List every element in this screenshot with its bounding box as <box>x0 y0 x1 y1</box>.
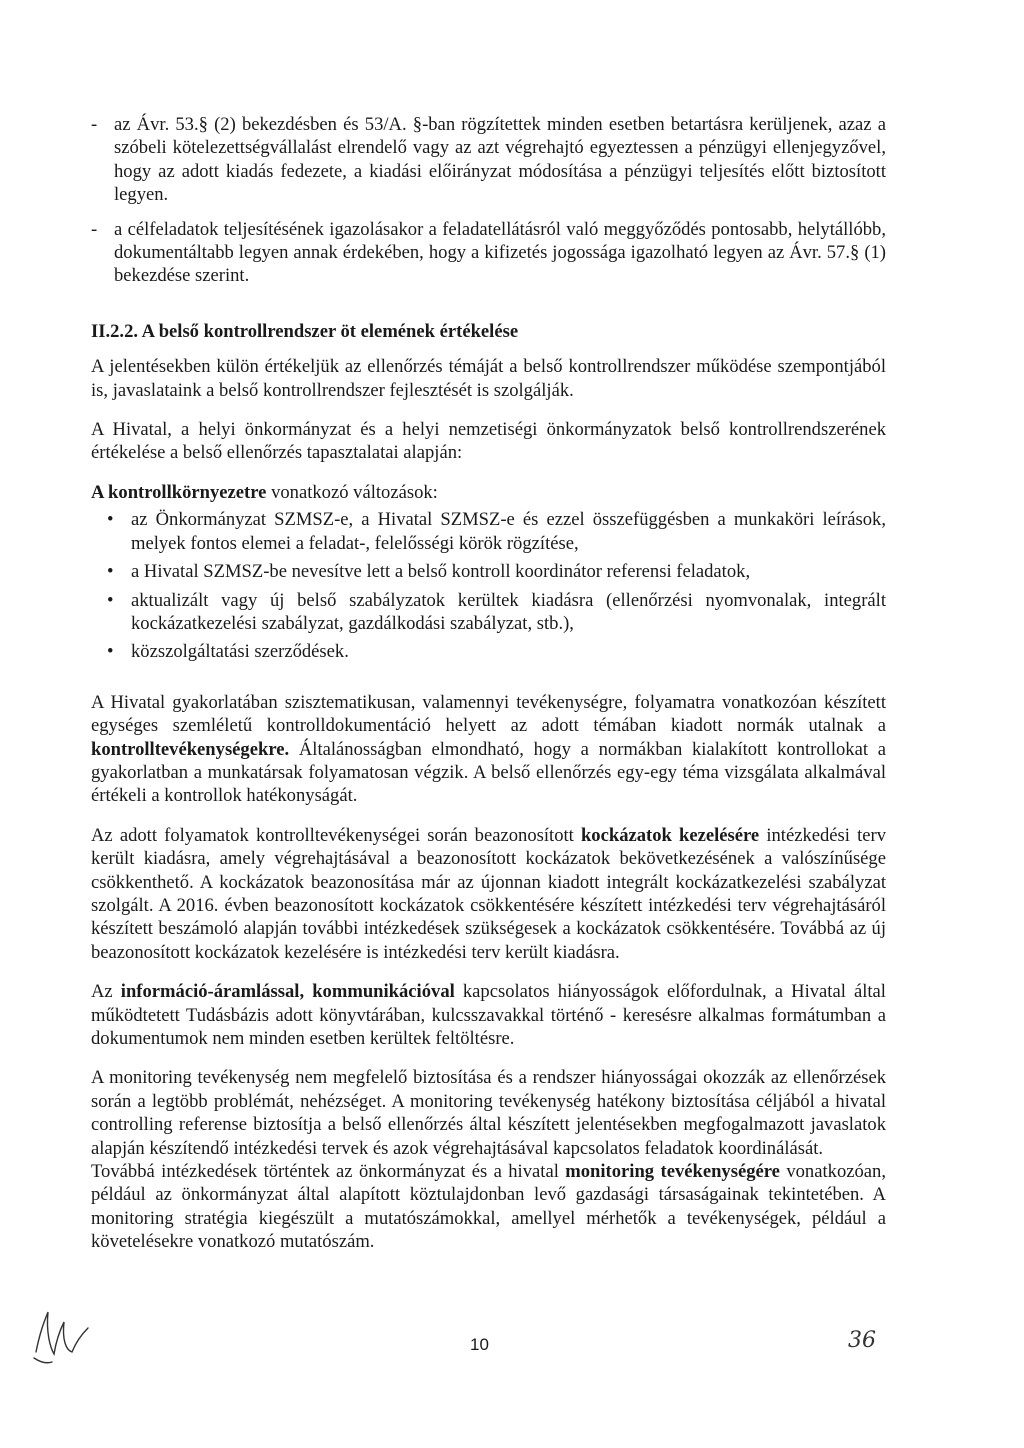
dash-list <box>91 113 886 288</box>
dash-marker: - <box>91 218 98 240</box>
section-heading <box>91 320 886 343</box>
text-run: Általánosságban elmondható, hogy a normákban kialakított kontrollokat a gyakorlatban a munkatársak folyamatosan végzik. A belső ellenőrzés egy-egy téma vizsgálata alkalmával értékeli a kontrollok hatékonyságát. <box>91 738 886 807</box>
section-number: II.2.2. <box>91 320 139 342</box>
dash-list-item <box>91 218 886 288</box>
bold-term: kontrolltevékenységekre. <box>91 738 290 760</box>
dash-item-text: az Ávr. 53.§ (2) bekezdésben és 53/A. §-ban rögzítettek minden esetben betartásra kerüljenek, azaz a szóbeli kötelezettségvállalást elrendelő vagy az azt végrehajtó egyeztessen a pénzügyi ellenjegyzővel, hogy az adott kiadás fedezete, a kiadási előirányzat módosítása a pénzügyi teljesítés előtt biztosított legyen. <box>114 114 886 206</box>
section-title: A belső kontrollrendszer öt elemének értékelése <box>141 320 519 342</box>
bullet-text: az Önkormányzat SZMSZ-e, a Hivatal SZMSZ-e és ezzel összefüggésben a munkaköri leírások, melyek fontos elemei a feladat-, felelősségi körök rögzítése, <box>131 509 886 554</box>
dash-list-item <box>91 113 886 207</box>
bullet-marker: • <box>107 561 114 583</box>
text-run: Továbbá intézkedések történtek az önkormányzat és a hivatal <box>91 1161 566 1183</box>
bullet-marker: • <box>107 589 114 611</box>
text-run: kapcsolatos hiányosságok előfordulnak, a Hivatal által működtetett Tudásbázis adott könyvtárában, kulcsszavakkal történő - keresésre alkalmas formátumban a dokumentumok nem minden esetben kerültek feltöltésre. <box>91 981 886 1049</box>
paragraph <box>91 691 886 808</box>
dash-item-text: a célfeladatok teljesítésének igazolásakor a feladatellátásról való meggyőződés pontosabb, helytállóbb, dokumentáltabb legyen annak érdekében, hogy a kifizetés jogossága igazolható legyen az Ávr. 57.§ (1) bekezdése szerint. <box>114 218 886 287</box>
document-body <box>91 113 886 1254</box>
bold-term: monitoring tevékenységére <box>565 1161 780 1183</box>
text-run: vonatkozóan, például az önkormányzat által alapított köztulajdonban levő gazdasági társaságainak tekintetében. A monitoring stratégia kiegészült a mutatószámokkal, amellyel mérhetők a tevékenységek, például a követelésekre vonatkozó mutatószám. <box>91 1161 886 1253</box>
text-run: intézkedési terv került kiadásra, amely végrehajtásával a beazonosított kockázatok bekövetkezésének a valószínűsége csökkenthető. A kockázatok beazonosítása már az újonnan kiadott integrált kockázatkezelési szabályzat szolgált. A 2016. évben beazonosított kockázatok csökkentésére készített intézkedési terv végrehajtásáról készített beszámoló alapján további intézkedések szükségesek a kockázatok csökkentésére. Továbbá az új beazonosított kockázatok kezelésére is intézkedési terv került kiadásra. <box>91 824 886 963</box>
text-run: Az <box>91 981 121 1003</box>
bullet-marker: • <box>107 509 114 531</box>
control-environment-intro <box>91 481 886 504</box>
bold-term: A kontrollkörnyezetre <box>91 481 267 503</box>
text-run: vonatkozó változások: <box>266 481 438 503</box>
bullet-marker: • <box>107 641 114 663</box>
dash-marker: - <box>91 114 98 135</box>
paragraph: A Hivatal, a helyi önkormányzat és a helyi nemzetiségi önkormányzatok belső kontrollrendszerének értékelése a belső ellenőrzés tapasztalatai alapján: <box>91 419 886 464</box>
paragraph <box>91 980 886 1050</box>
page-number: 10 <box>470 1335 489 1354</box>
text-run: A Hivatal gyakorlatában szisztematikusan, valamennyi tevékenységre, folyamatra vonatkozóan készített egységes szemléletű kontrolldokumentáció helyett az adott témában kiadott normák utalnak a <box>91 691 886 737</box>
bullet-item <box>91 640 886 663</box>
paragraph <box>91 824 886 964</box>
paragraph: A jelentésekben külön értékeljük az ellenőrzés témáját a belső kontrollrendszer működése szempontjából is, javaslataink a belső kontrollrendszer fejlesztését is szolgálják. <box>91 356 886 401</box>
bullet-item <box>91 508 886 555</box>
bullet-item <box>91 560 886 583</box>
paragraph: A monitoring tevékenység nem megfelelő biztosítása és a rendszer hiányosságai okozzák az ellenőrzések során a legtöbb problémát, nehézséget. A monitoring tevékenység hatékony biztosítása céljából a hivatal controlling referense biztosítja a belső ellenőrzés által készített jelentésekben megfogalmazott javaslatok alapján készítendő intézkedési tervek és azok végrehajtásával kapcsolatos feladatok koordinálását. <box>91 1067 886 1159</box>
bullet-item <box>91 589 886 636</box>
bold-term: kockázatok kezelésére <box>580 824 760 846</box>
text-run: Az adott folyamatok kontrolltevékenységei során beazonosított <box>91 824 581 846</box>
paragraph <box>91 1160 886 1254</box>
bold-term: információ-áramlással, kommunikációval <box>120 981 455 1003</box>
bullet-text: aktualizált vagy új belső szabályzatok kerültek kiadásra (ellenőrzési nyomvonalak, integrált kockázatkezelési szabályzat, gazdálkodási szabályzat, stb.), <box>131 589 886 634</box>
bullet-list <box>91 508 886 663</box>
handwritten-page-number: 36 <box>848 1328 876 1353</box>
bullet-text: a Hivatal SZMSZ-be nevesítve lett a belső kontroll koordinátor referensi feladatok, <box>131 561 751 583</box>
bullet-text: közszolgáltatási szerződések. <box>131 641 349 663</box>
signature-mark <box>26 1292 96 1372</box>
